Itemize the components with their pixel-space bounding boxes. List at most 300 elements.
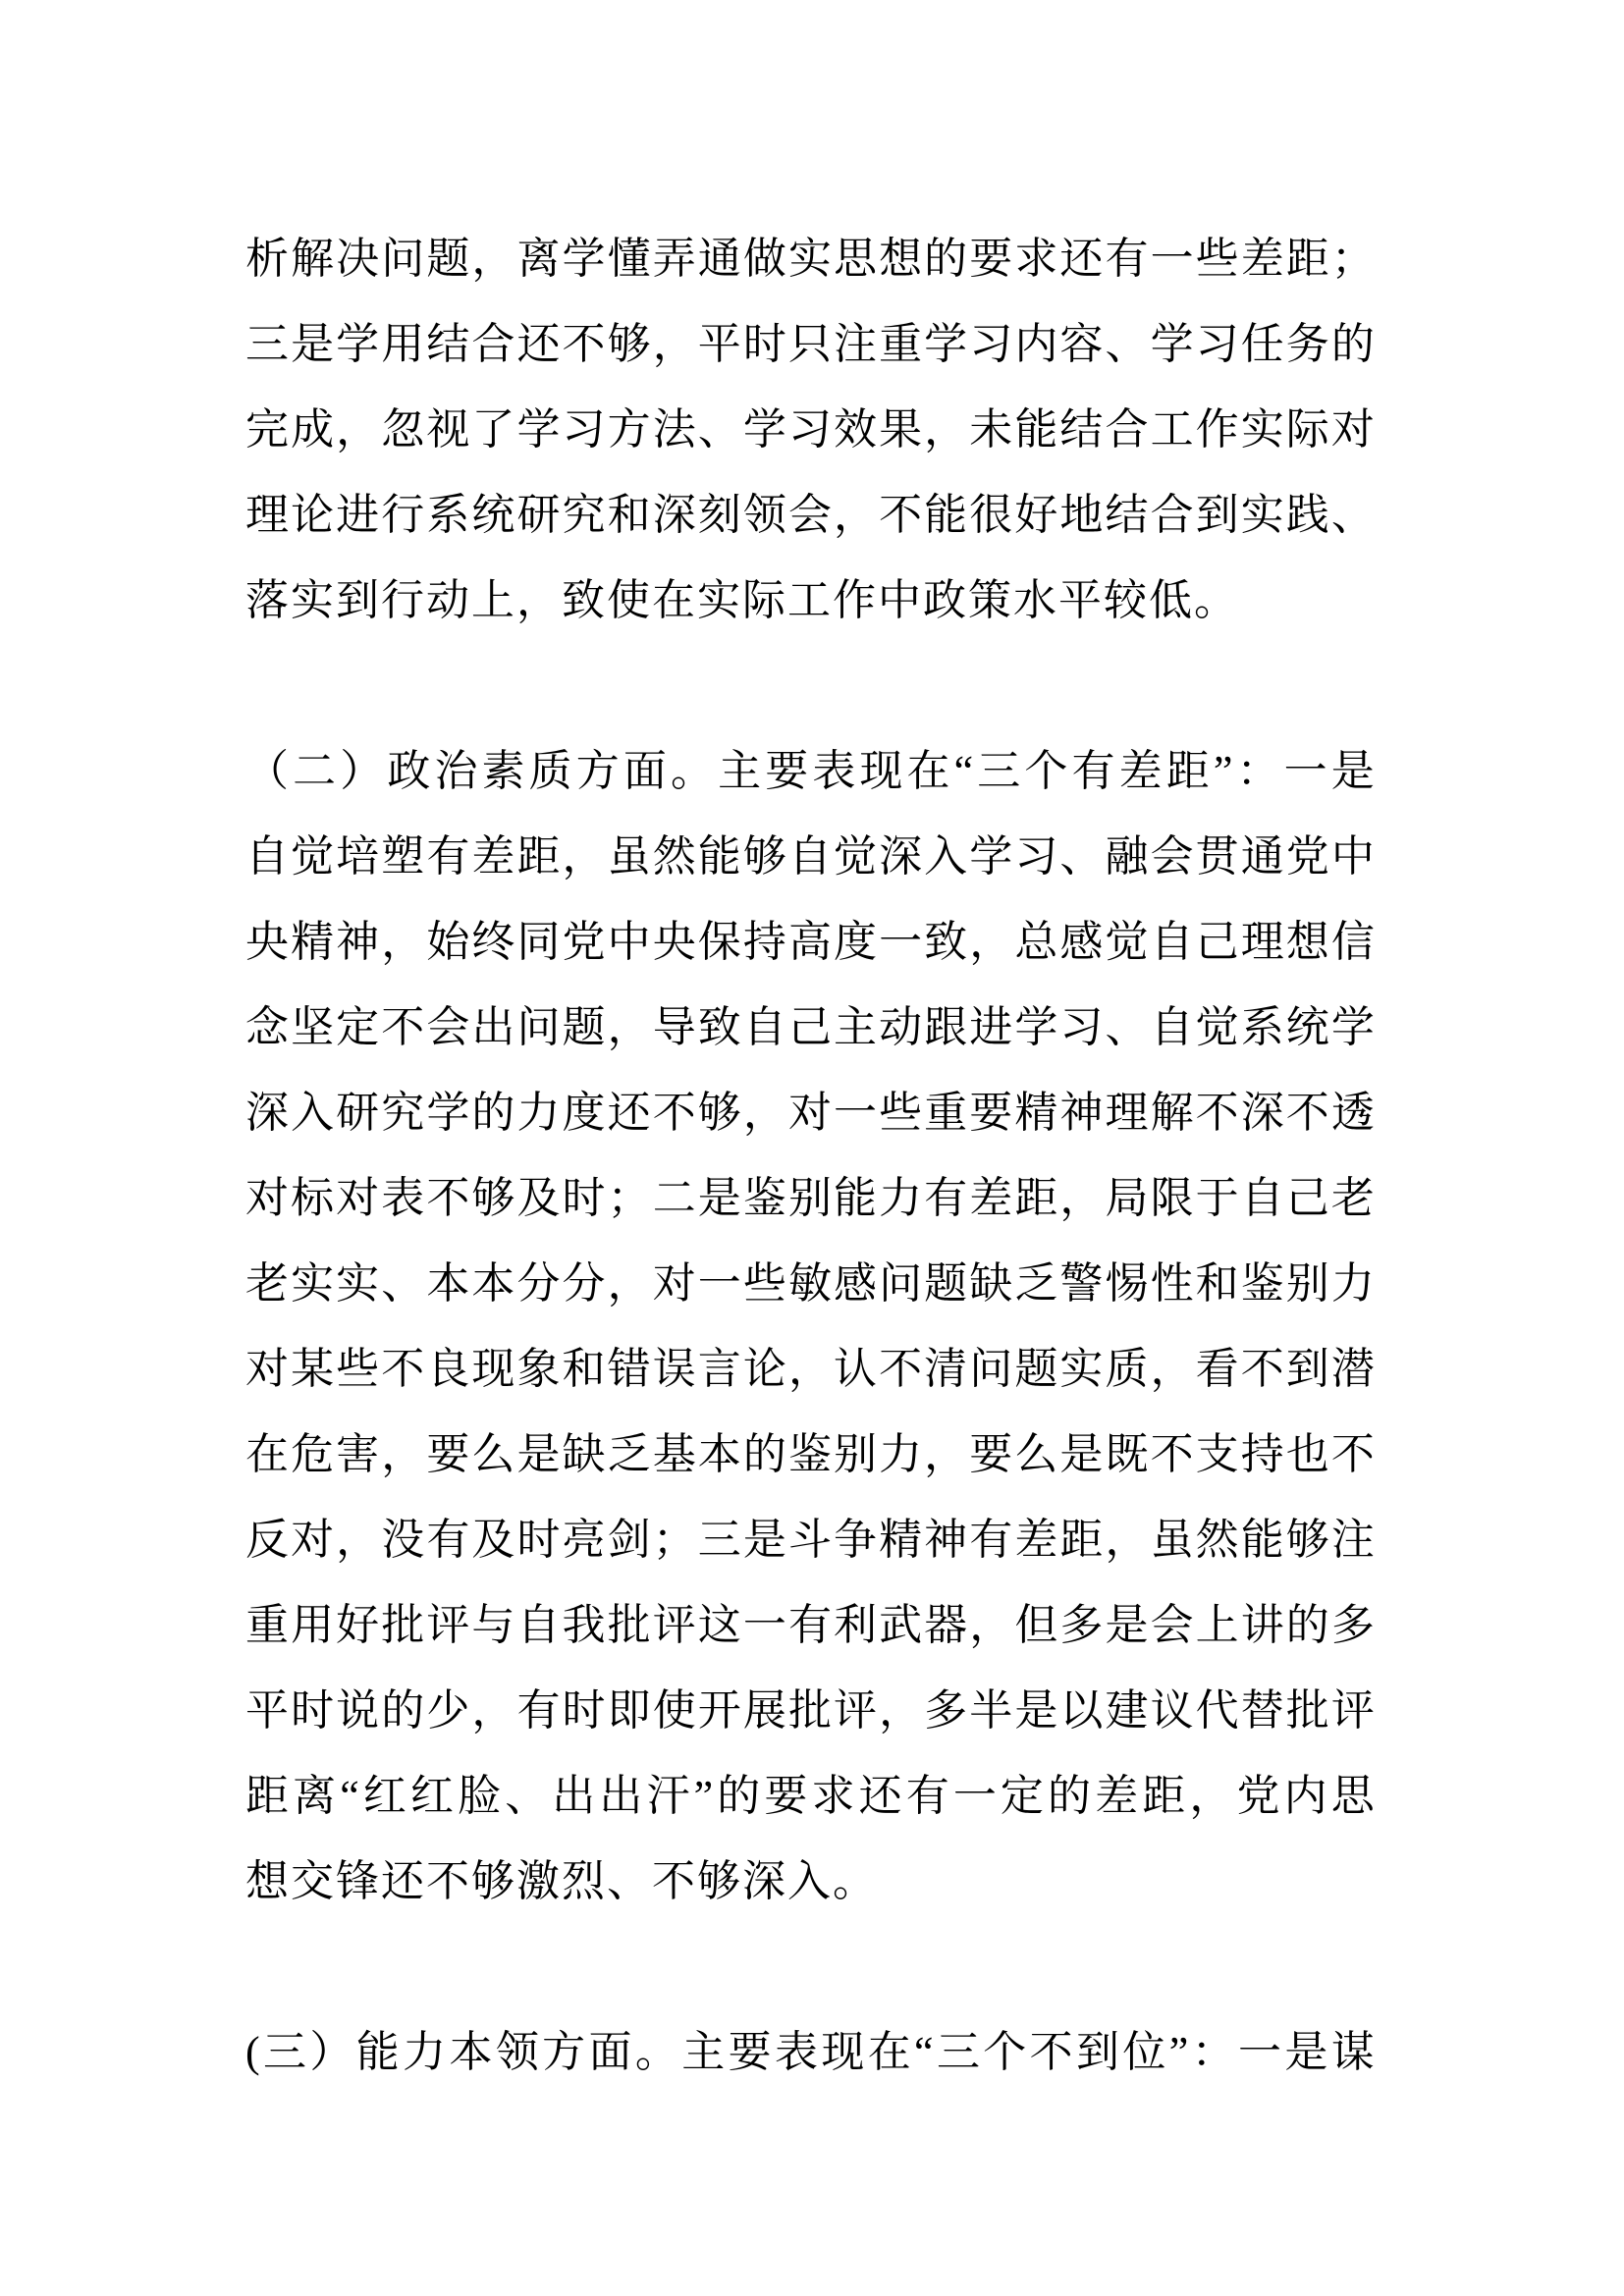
glyph: 方 bbox=[607, 404, 651, 454]
glyph: 懂 bbox=[607, 234, 651, 283]
glyph: 、 bbox=[697, 404, 741, 454]
glyph: 会 bbox=[1150, 831, 1194, 881]
glyph: 自 bbox=[245, 831, 289, 881]
glyph: 对 bbox=[787, 1088, 832, 1137]
glyph: 一 bbox=[697, 1258, 741, 1308]
glyph: 重 bbox=[879, 319, 923, 368]
glyph: ； bbox=[1330, 234, 1375, 283]
glyph: 一 bbox=[1150, 234, 1194, 283]
glyph: 神 bbox=[924, 1515, 968, 1564]
glyph: 惕 bbox=[1105, 1258, 1149, 1308]
glyph: 不 bbox=[879, 1344, 923, 1393]
glyph: 器 bbox=[924, 1600, 968, 1649]
glyph: 分 bbox=[562, 1258, 606, 1308]
glyph: 作 bbox=[1195, 404, 1239, 454]
glyph: 果 bbox=[879, 404, 923, 454]
glyph: 问 bbox=[381, 234, 425, 283]
glyph: 中 bbox=[607, 917, 651, 966]
glyph: 的 bbox=[471, 1088, 515, 1137]
glyph: 进 bbox=[969, 1002, 1013, 1051]
glyph: 距 bbox=[1059, 1515, 1104, 1564]
glyph: ， bbox=[1150, 1344, 1194, 1393]
glyph: 的 bbox=[1285, 1600, 1329, 1649]
glyph: 习 bbox=[562, 404, 606, 454]
glyph: 觉 bbox=[834, 831, 878, 881]
glyph: 有 bbox=[924, 1173, 968, 1222]
glyph: ， bbox=[787, 1344, 832, 1393]
glyph: ， bbox=[924, 404, 968, 454]
glyph: 学 bbox=[1150, 319, 1194, 368]
glyph: 究 bbox=[562, 490, 606, 539]
glyph: 然 bbox=[1195, 1515, 1239, 1564]
glyph: 学 bbox=[1014, 1002, 1058, 1051]
glyph: 定 bbox=[336, 1002, 380, 1051]
glyph: 争 bbox=[834, 1515, 878, 1564]
glyph: 高 bbox=[787, 917, 832, 966]
glyph: 度 bbox=[834, 917, 878, 966]
glyph: （ bbox=[245, 746, 289, 795]
glyph: 学 bbox=[1330, 1002, 1375, 1051]
glyph: 本 bbox=[449, 2027, 493, 2076]
glyph: 和 bbox=[562, 1344, 606, 1393]
glyph: 平 bbox=[245, 1685, 289, 1735]
glyph: 够 bbox=[471, 1173, 515, 1222]
glyph: 习 bbox=[1195, 319, 1239, 368]
glyph: 方 bbox=[575, 746, 620, 795]
glyph: 少 bbox=[426, 1685, 470, 1735]
glyph: 自 bbox=[1150, 917, 1194, 966]
glyph: 鉴 bbox=[742, 1173, 786, 1222]
glyph: 评 bbox=[652, 1600, 696, 1649]
glyph: 实 bbox=[291, 1258, 335, 1308]
glyph: 主 bbox=[718, 746, 762, 795]
glyph: 想 bbox=[1285, 917, 1329, 966]
glyph: 自 bbox=[787, 831, 832, 881]
glyph: 理 bbox=[1240, 917, 1284, 966]
text-line bbox=[245, 1070, 1375, 1155]
glyph: 上 bbox=[1195, 1600, 1239, 1649]
glyph: ( bbox=[245, 2027, 260, 2076]
text-line bbox=[245, 1241, 1375, 1326]
document-body bbox=[245, 216, 1375, 2095]
glyph: 不 bbox=[1195, 1088, 1239, 1137]
glyph: “ bbox=[340, 1771, 359, 1820]
glyph: 乏 bbox=[1014, 1258, 1058, 1308]
glyph: 分 bbox=[516, 1258, 561, 1308]
glyph: 有 bbox=[905, 1771, 949, 1820]
glyph: 是 bbox=[1105, 1600, 1149, 1649]
glyph: 精 bbox=[1014, 1088, 1058, 1137]
glyph: 透 bbox=[1330, 1088, 1375, 1137]
glyph: 时 bbox=[291, 1685, 335, 1735]
glyph: 不 bbox=[562, 319, 606, 368]
glyph: 跟 bbox=[924, 1002, 968, 1051]
glyph: 要 bbox=[969, 1429, 1013, 1478]
text-line bbox=[245, 1155, 1375, 1241]
glyph: 时 bbox=[742, 319, 786, 368]
glyph: 是 bbox=[1284, 2027, 1328, 2076]
glyph: 素 bbox=[481, 746, 525, 795]
glyph: 论 bbox=[742, 1344, 786, 1393]
glyph: 自 bbox=[1240, 1173, 1284, 1222]
glyph: 效 bbox=[834, 404, 878, 454]
glyph: ” bbox=[693, 1771, 714, 1820]
glyph: 、 bbox=[1330, 490, 1375, 539]
glyph: 不 bbox=[879, 490, 923, 539]
glyph: 要 bbox=[764, 1771, 808, 1820]
glyph: 入 bbox=[291, 1088, 335, 1137]
text-line bbox=[245, 814, 1375, 899]
text-line bbox=[245, 1668, 1375, 1753]
glyph: 不 bbox=[1240, 1344, 1284, 1393]
glyph: 三 bbox=[936, 2027, 980, 2076]
text-line bbox=[245, 2009, 1375, 2095]
glyph: 视 bbox=[426, 404, 470, 454]
glyph: 学 bbox=[562, 234, 606, 283]
glyph: 致 bbox=[924, 917, 968, 966]
glyph: 到 bbox=[1076, 2027, 1120, 2076]
glyph: 了 bbox=[471, 404, 515, 454]
glyph: 的 bbox=[742, 1429, 786, 1478]
glyph: ， bbox=[1059, 1173, 1104, 1222]
text-line bbox=[245, 1326, 1375, 1412]
glyph: 解 bbox=[1150, 1088, 1194, 1137]
glyph: 力 bbox=[403, 2027, 447, 2076]
text-line bbox=[245, 1582, 1375, 1668]
glyph: 内 bbox=[1014, 319, 1058, 368]
glyph: 还 bbox=[1059, 234, 1104, 283]
glyph: 是 bbox=[1014, 1685, 1058, 1735]
glyph: 。 bbox=[634, 2027, 678, 2076]
glyph: 实 bbox=[336, 1258, 380, 1308]
glyph: “ bbox=[953, 746, 974, 795]
glyph: 学 bbox=[924, 319, 968, 368]
glyph: ） bbox=[340, 746, 384, 795]
glyph: 别 bbox=[834, 1429, 878, 1478]
glyph: 差 bbox=[471, 831, 515, 881]
glyph: 成 bbox=[291, 404, 335, 454]
glyph: ； bbox=[652, 1515, 696, 1564]
glyph: 感 bbox=[1059, 917, 1104, 966]
glyph: 工 bbox=[1150, 404, 1194, 454]
glyph: 然 bbox=[652, 831, 696, 881]
glyph: 利 bbox=[834, 1600, 878, 1649]
glyph: 不 bbox=[426, 1173, 470, 1222]
glyph: 能 bbox=[355, 2027, 400, 2076]
glyph: 。 bbox=[670, 746, 714, 795]
glyph: 刻 bbox=[697, 490, 741, 539]
glyph: 三 bbox=[977, 746, 1021, 795]
glyph: 敏 bbox=[787, 1258, 832, 1308]
glyph: 、 bbox=[381, 1258, 425, 1308]
glyph: 限 bbox=[1150, 1173, 1194, 1222]
glyph: 习 bbox=[787, 404, 832, 454]
text-line bbox=[245, 1497, 1375, 1582]
glyph: 现 bbox=[821, 2027, 865, 2076]
glyph: 治 bbox=[434, 746, 478, 795]
glyph: 到 bbox=[1195, 490, 1239, 539]
glyph: 够 bbox=[742, 831, 786, 881]
glyph: 能 bbox=[697, 831, 741, 881]
glyph: 完 bbox=[245, 404, 289, 454]
glyph: 本 bbox=[697, 1429, 741, 1478]
glyph: 我 bbox=[562, 1600, 606, 1649]
glyph: 力 bbox=[879, 1429, 923, 1478]
glyph: 本 bbox=[426, 1258, 470, 1308]
glyph: ， bbox=[607, 1002, 651, 1051]
glyph: 主 bbox=[681, 2027, 726, 2076]
glyph: 际 bbox=[1285, 404, 1329, 454]
glyph: 神 bbox=[336, 917, 380, 966]
glyph: 评 bbox=[1330, 1685, 1375, 1735]
glyph: 有 bbox=[426, 831, 470, 881]
glyph: 是 bbox=[742, 1515, 786, 1564]
glyph: 题 bbox=[924, 1258, 968, 1308]
glyph: 是 bbox=[697, 1173, 741, 1222]
glyph: 在 bbox=[906, 746, 950, 795]
glyph: 容 bbox=[1059, 319, 1104, 368]
glyph: 觉 bbox=[291, 831, 335, 881]
glyph: 多 bbox=[1330, 1600, 1375, 1649]
glyph: 良 bbox=[426, 1344, 470, 1393]
text-line bbox=[245, 899, 1375, 985]
glyph: 是 bbox=[1059, 1429, 1104, 1478]
glyph: ， bbox=[834, 490, 878, 539]
glyph: 面 bbox=[588, 2027, 632, 2076]
glyph: 剑 bbox=[607, 1515, 651, 1564]
glyph: 结 bbox=[1105, 490, 1149, 539]
glyph: 对 bbox=[1330, 404, 1375, 454]
glyph: 的 bbox=[717, 1771, 761, 1820]
glyph: 潜 bbox=[1330, 1344, 1375, 1393]
glyph: 对 bbox=[336, 1173, 380, 1222]
glyph: ， bbox=[336, 404, 380, 454]
glyph: 还 bbox=[607, 1088, 651, 1137]
glyph: 研 bbox=[336, 1088, 380, 1137]
glyph: 基 bbox=[652, 1429, 696, 1478]
glyph: 够 bbox=[1285, 1515, 1329, 1564]
glyph: 二 bbox=[652, 1173, 696, 1222]
text-line: 落实到行动上，致使在实际工作中政策水平较低。 bbox=[245, 576, 1239, 624]
glyph: 系 bbox=[1240, 1002, 1284, 1051]
glyph: 问 bbox=[879, 1258, 923, 1308]
glyph: ， bbox=[879, 1685, 923, 1735]
glyph: 些 bbox=[336, 1344, 380, 1393]
text-line bbox=[245, 1412, 1375, 1497]
glyph: 理 bbox=[1105, 1088, 1149, 1137]
glyph: 持 bbox=[742, 917, 786, 966]
glyph: 位 bbox=[1122, 2027, 1166, 2076]
glyph: 某 bbox=[291, 1344, 335, 1393]
glyph: 议 bbox=[1150, 1685, 1194, 1735]
glyph: 、 bbox=[1105, 1002, 1149, 1051]
glyph: 局 bbox=[1105, 1173, 1149, 1222]
glyph: 本 bbox=[471, 1258, 515, 1308]
glyph: 与 bbox=[471, 1600, 515, 1649]
glyph: 自 bbox=[516, 1600, 561, 1649]
glyph: 实 bbox=[1240, 490, 1284, 539]
glyph: 塑 bbox=[381, 831, 425, 881]
glyph: 践 bbox=[1285, 490, 1329, 539]
glyph: 别 bbox=[787, 1173, 832, 1222]
glyph: 但 bbox=[1014, 1600, 1058, 1649]
glyph: 不 bbox=[1330, 1429, 1375, 1478]
glyph: 不 bbox=[1029, 2027, 1073, 2076]
glyph: 能 bbox=[924, 490, 968, 539]
glyph: 也 bbox=[1285, 1429, 1329, 1478]
glyph: 做 bbox=[742, 234, 786, 283]
glyph: 领 bbox=[742, 490, 786, 539]
glyph: 质 bbox=[1105, 1344, 1149, 1393]
glyph: 内 bbox=[1283, 1771, 1327, 1820]
glyph: ， bbox=[969, 917, 1013, 966]
glyph: 及 bbox=[516, 1173, 561, 1222]
glyph: 精 bbox=[291, 917, 335, 966]
glyph: 好 bbox=[1014, 490, 1058, 539]
glyph: 觉 bbox=[1105, 917, 1149, 966]
paragraph-political-quality bbox=[245, 728, 1375, 1924]
glyph: 坚 bbox=[291, 1002, 335, 1051]
glyph: 展 bbox=[742, 1685, 786, 1735]
glyph: 不 bbox=[381, 1344, 425, 1393]
glyph: 深 bbox=[879, 831, 923, 881]
glyph: 还 bbox=[858, 1771, 902, 1820]
glyph: 要 bbox=[728, 2027, 772, 2076]
text-line bbox=[245, 1753, 1375, 1839]
glyph: 合 bbox=[1105, 404, 1149, 454]
glyph: 方 bbox=[542, 2027, 586, 2076]
glyph: 持 bbox=[1240, 1429, 1284, 1478]
glyph: 么 bbox=[471, 1429, 515, 1478]
text-line: 想交锋还不够激烈、不够深入。 bbox=[245, 1857, 878, 1905]
glyph: 会 bbox=[787, 490, 832, 539]
glyph: 言 bbox=[697, 1344, 741, 1393]
glyph: ， bbox=[924, 1429, 968, 1478]
text-line bbox=[245, 985, 1375, 1070]
glyph: 力 bbox=[1330, 1258, 1375, 1308]
glyph: 己 bbox=[1195, 917, 1239, 966]
glyph: 性 bbox=[1150, 1258, 1194, 1308]
glyph: 务 bbox=[1285, 319, 1329, 368]
glyph: 央 bbox=[652, 917, 696, 966]
glyph: 终 bbox=[471, 917, 515, 966]
glyph: 问 bbox=[969, 1344, 1013, 1393]
glyph: 鉴 bbox=[787, 1429, 832, 1478]
glyph: 入 bbox=[924, 831, 968, 881]
glyph: 没 bbox=[381, 1515, 425, 1564]
glyph: 出 bbox=[471, 1002, 515, 1051]
glyph: 错 bbox=[607, 1344, 651, 1393]
glyph: ， bbox=[336, 1515, 380, 1564]
glyph: 二 bbox=[293, 746, 337, 795]
glyph: 进 bbox=[336, 490, 380, 539]
glyph: 、 bbox=[505, 1771, 549, 1820]
glyph: 学 bbox=[516, 404, 561, 454]
glyph: 己 bbox=[787, 1002, 832, 1051]
glyph: 对 bbox=[652, 1258, 696, 1308]
glyph: 乏 bbox=[607, 1429, 651, 1478]
glyph: 些 bbox=[879, 1088, 923, 1137]
glyph: 培 bbox=[336, 831, 380, 881]
glyph: 深 bbox=[245, 1088, 289, 1137]
glyph: 题 bbox=[426, 234, 470, 283]
glyph: 距 bbox=[1165, 746, 1210, 795]
glyph: 批 bbox=[607, 1600, 651, 1649]
glyph: 亮 bbox=[562, 1515, 606, 1564]
glyph: 在 bbox=[867, 2027, 911, 2076]
glyph: 缺 bbox=[562, 1429, 606, 1478]
glyph: 注 bbox=[1330, 1515, 1375, 1564]
glyph: 题 bbox=[1014, 1344, 1058, 1393]
glyph: 重 bbox=[245, 1600, 289, 1649]
paragraph-study-gap-continuation bbox=[245, 216, 1375, 643]
glyph: 导 bbox=[652, 1002, 696, 1051]
glyph: 老 bbox=[1330, 1173, 1375, 1222]
glyph: 和 bbox=[1195, 1258, 1239, 1308]
glyph: 要 bbox=[426, 1429, 470, 1478]
glyph: 地 bbox=[1059, 490, 1104, 539]
glyph: 只 bbox=[787, 319, 832, 368]
glyph: 表 bbox=[812, 746, 856, 795]
glyph: 有 bbox=[1105, 234, 1149, 283]
glyph: 批 bbox=[1285, 1685, 1329, 1735]
glyph: 实 bbox=[787, 234, 832, 283]
glyph: 的 bbox=[924, 234, 968, 283]
glyph: 现 bbox=[471, 1344, 515, 1393]
glyph: 红 bbox=[409, 1771, 454, 1820]
glyph: 些 bbox=[742, 1258, 786, 1308]
glyph: 己 bbox=[1285, 1173, 1329, 1222]
glyph: 和 bbox=[607, 490, 651, 539]
glyph: 半 bbox=[969, 1685, 1013, 1735]
glyph: 、 bbox=[1105, 319, 1149, 368]
glyph: 汗 bbox=[646, 1771, 690, 1820]
glyph: 使 bbox=[652, 1685, 696, 1735]
glyph: 距 bbox=[1142, 1771, 1186, 1820]
glyph: 表 bbox=[774, 2027, 818, 2076]
glyph: 主 bbox=[834, 1002, 878, 1051]
text-line bbox=[245, 216, 1375, 301]
glyph: 误 bbox=[652, 1344, 696, 1393]
glyph: 清 bbox=[924, 1344, 968, 1393]
glyph: 脸 bbox=[458, 1771, 502, 1820]
glyph: 于 bbox=[1195, 1173, 1239, 1222]
glyph: 致 bbox=[697, 1002, 741, 1051]
glyph: 警 bbox=[1059, 1258, 1104, 1308]
glyph: 要 bbox=[765, 746, 809, 795]
glyph: 距 bbox=[516, 831, 561, 881]
glyph: 支 bbox=[1195, 1429, 1239, 1478]
glyph: 质 bbox=[528, 746, 572, 795]
glyph: 即 bbox=[607, 1685, 651, 1735]
glyph: 习 bbox=[1014, 831, 1058, 881]
glyph: 老 bbox=[245, 1258, 289, 1308]
glyph: 差 bbox=[969, 1173, 1013, 1222]
glyph: 平 bbox=[697, 319, 741, 368]
glyph: 不 bbox=[381, 1002, 425, 1051]
glyph: 决 bbox=[336, 234, 380, 283]
glyph: 多 bbox=[1059, 1600, 1104, 1649]
glyph: 在 bbox=[245, 1429, 289, 1478]
glyph: 保 bbox=[697, 917, 741, 966]
glyph: 融 bbox=[1105, 831, 1149, 881]
glyph: 学 bbox=[336, 319, 380, 368]
glyph: 想 bbox=[879, 234, 923, 283]
glyph: ， bbox=[562, 831, 606, 881]
glyph: 么 bbox=[1014, 1429, 1058, 1478]
glyph: ， bbox=[607, 1258, 651, 1308]
glyph: 力 bbox=[516, 1088, 561, 1137]
